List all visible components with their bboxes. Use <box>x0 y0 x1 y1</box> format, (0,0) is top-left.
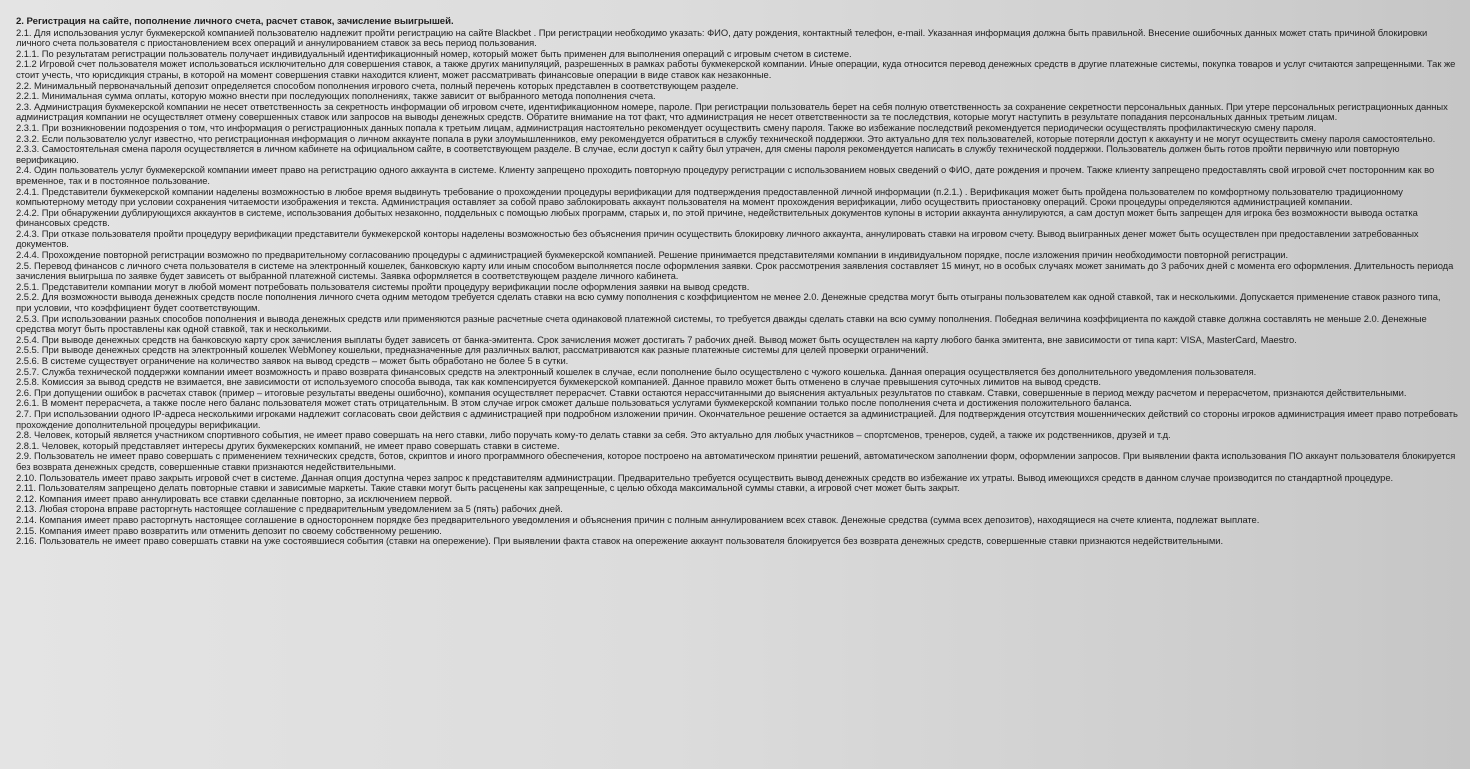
terms-paragraph: 2.3. Администрация букмекерской компании не несет ответственность за секретность информации об игровом счете, идентификационном номере, пароле. При регистрации пользователь берет на себя полную ответственность за сохранение секретности персональных данных. При утере персональных регистрационных данных администрация компании не осуществляет отмену совершенных ставок или запросов на выводы денежных средств. Обратите внимание на тот факт, что администрация не несет ответственности за те последствия, которые могут наступить в результате попадания персональных данных третьим лицам. <box>16 100 1448 123</box>
terms-paragraph: 2.5. Перевод финансов с личного счета пользователя в системе на электронный кошелек, банковскую карту или иным способом выполняется после оформления заявки. Срок рассмотрения заявления составляет 15 минут, но в особых случаях может занимать до 3 рабочих дней с момента его оформления. Длительность периода зачисления выигрыша по заявке будет зависеть от выбранной платежной системы. Заявка оформляется в соответствующем разделе личного кабинета. <box>16 259 1454 282</box>
paragraph-list <box>16 28 1458 547</box>
terms-paragraph: 2.5.2. Для возможности вывода денежных средств после пополнения личного счета одним методом требуется сделать ставки на всю сумму пополнения с коэффициентом не менее 2.0. Денежные средства могут быть отыграны пользователем как одной ставкой, так и несколькими. Допускается применение ставок разного типа, при условии, что коэффициент будет соответствующим. <box>16 291 1441 314</box>
terms-paragraph: 2.15. Компания имеет право возвратить или отменить депозит по своему собственному решению. <box>16 524 442 536</box>
terms-paragraph: 2.13. Любая сторона вправе расторгнуть настоящее соглашение с предварительным уведомлением за 5 (пять) рабочих дней. <box>16 503 563 515</box>
terms-paragraph: 2.5.6. В системе существует ограничение на количество заявок на вывод средств – может быть обработано не более 5 в сутки. <box>16 355 569 366</box>
terms-paragraph: 2.3.1. При возникновении подозрения о том, что информация о регистрационных данных попала к третьим лицам, администрация настоятельно рекомендует осуществить смену пароля. Также во избежание последствий рекомендуется периодически осуществлять профилактическую смену пароля. <box>16 121 1317 133</box>
terms-paragraph: 2.6. При допущении ошибок в расчетах ставок (пример – итоговые результаты введены ошибочно), компания осуществляет перерасчет. Ставки остаются нерассчитанными до выяснения актуальных результатов по ставкам. Ставки, совершенные в период между расчетом и перерасчетом, признаются действительными. <box>16 386 1407 398</box>
terms-paragraph: 2.5.8. Комиссия за вывод средств не взимается, вне зависимости от используемого способа вывода, так как компенсируется букмекерской компанией. Данное правило может быть отменено в случае превышения суточных лимитов на вывод средств. <box>16 376 1101 388</box>
terms-paragraph: 2.5.7. Служба технической поддержки компании имеет возможность и право возврата финансовых средств на электронный кошелек в случае, если пополнение было осуществлено с чужого кошелька. Данная операция осуществляется без дополнительного уведомления пользователя. <box>16 365 1257 377</box>
terms-paragraph: 2.1.1. По результатам регистрации пользователь получает индивидуальный идентификационный номер, который может быть применен для выполнения операций с игровым счетом в системе. <box>16 47 852 59</box>
terms-paragraph: 2.4.3. При отказе пользователя пройти процедуру верификации представители букмекерской конторы наделены возможностью без объяснения причин осуществить блокировку личного аккаунта, аннулировать ставки на игровом счету. Вывод выигранных денег может быть осуществлен при предоставлении затребованных документов. <box>16 227 1419 250</box>
terms-paragraph: 2.4. Один пользователь услуг букмекерской компании имеет право на регистрацию одного аккаунта в системе. Клиенту запрещено проходить повторную процедуру регистрации с использованием новых сведений о ФИО, дате рождения и прочем. Также клиенту запрещено предоставлять свой игровой счет посторонним как во временное, так и в постоянное пользование. <box>16 164 1435 186</box>
terms-paragraph: 2.6.1. В момент перерасчета, а также после него баланс пользователя может стать отрицательным. В этом случае игрок сможет дальше пользоваться услугами букмекерской компании только после пополнения счета и достижения положительного баланса. <box>16 397 1132 409</box>
terms-paragraph: 2.8. Человек, который является участником спортивного события, не имеет право совершать на него ставки, либо поручать кому-то делать ставки за себя. Это актуально для любых участников – спортсменов, тренеров, судей, а также их родственников, друзей и т.д. <box>16 429 1171 441</box>
terms-paragraph: 2.5.4. При выводе денежных средств на банковскую карту срок зачисления выплаты будет зависеть от банка-эмитента. Срок зачисления может достигать 7 рабочих дней. Вывод может быть осуществлен на карту любого банка эмитента, вне зависимости от типа карт: VISA, MasterCard, Maestro. <box>16 333 1297 345</box>
terms-paragraph: 2.9. Пользователь не имеет право совершать с применением технических средств, ботов, скриптов и иного программного обеспечения, которое построено на автоматическом принятии решений, автоматическом заполнении форм, оформлении запросов. При выявлении факта использования ПО аккаунт пользователя блокируется без возврата денежных средств, совершенные ставки признаются недействительными. <box>16 450 1456 472</box>
terms-document <box>16 17 1458 547</box>
terms-paragraph: 2.1.2 Игровой счет пользователя может использоваться исключительно для совершения ставок, а также других манипуляций, разрешенных в рамках работы букмекерской компании. Иные операции, куда относится перевод денежных средств в другие платежные системы, покупка товаров и услуг считаются запрещенными. Так же стоит учесть, что юрисдикция страны, в которой на момент совершения ставки находится клиент, может рассматривать финансовые операции в виде ставок как незаконные. <box>16 58 1456 80</box>
terms-paragraph: 2.5.5. При выводе денежных средств на электронный кошелек WebMoney кошельки, предназначенные для различных валют, рассматриваются как разные платежные системы для целей проверки ограничений. <box>16 344 929 356</box>
terms-paragraph: 2.3.2. Если пользователю услуг известно, что регистрационная информация о личном аккаунте попала в руки злоумышленников, ему рекомендуется обратиться в службу технической поддержки. Это актуально для тех пользователей, которые потеряли доступ к аккаунту и не могут осуществить смену пароля самостоятельно. <box>16 132 1436 144</box>
terms-paragraph: 2.12. Компания имеет право аннулировать все ставки сделанные повторно, за исключением первой. <box>16 492 453 504</box>
terms-paragraph: 2.2.1. Минимальная сумма оплаты, которую можно внести при последующих пополнениях, также зависит от выбранного метода пополнения счета. <box>16 90 656 102</box>
terms-paragraph: 2.1. Для использования услуг букмекерской компанией пользователю надлежит пройти регистрацию на сайте Blackbet . При регистрации необходимо указать: ФИО, дату рождения, контактный телефон, e-mail. Указанная информация должна быть правильной. Внесение ошибочных данных может стать причиной блокировки личного счета пользователя с приостановлением всех операций и аннулированием ставок за весь период пользования. <box>16 26 1428 49</box>
terms-paragraph: 2.10. Пользователь имеет право закрыть игровой счет в системе. Данная опция доступна через запрос к представителям администрации. Предварительно требуется осуществить вывод денежных средств во избежание их утраты. Вывод имеющихся средств в данном случае производится по стандартной процедуре. <box>16 471 1394 483</box>
terms-paragraph: 2.7. При использовании одного IP-адреса несколькими игроками надлежит согласовать свои действия с администрацией при подробном изложении причин. Окончательное решение остается за администрацией. Для подтверждения отсутствия мошеннических действий со стороны игроков администрация имеет право потребовать прохождение дополнительной процедуры верификации. <box>16 407 1458 430</box>
terms-paragraph: 2.11. Пользователям запрещено делать повторные ставки и зависимые маркеты. Такие ставки могут быть расценены как запрещенные, с целью обхода максимальной суммы ставки, а игровой счет может быть закрыт. <box>16 482 960 494</box>
terms-paragraph: 2.2. Минимальный первоначальный депозит определяется способом пополнения игрового счета, полный перечень которых представлен в соответствующем разделе. <box>16 79 739 91</box>
terms-paragraph: 2.5.3. При использовании разных способов пополнения и вывода денежных средств или применяются разные расчетные счета одинаковой платежной системы, то требуется дважды сделать ставки на всю сумму пополнения. Победная величина коэффициента по каждой ставке должна составлять не меньше 2.0. Денежные средства могут быть проставлены как одной ставкой, так и несколькими. <box>16 312 1427 335</box>
terms-paragraph: 2.16. Пользователь не имеет право совершать ставки на уже состоявшиеся события (ставки на опережение). При выявлении факта ставок на опережение аккаунт пользователя блокируется без возврата денежных средств, совершенные ставки признаются недействительными. <box>16 535 1224 547</box>
terms-paragraph: 2.5.1. Представители компании могут в любой момент потребовать пользователя системы пройти процедуру верификации после оформления заявки на вывод средств. <box>16 280 750 292</box>
terms-paragraph: 2.4.2. При обнаружении дублирующихся аккаунтов в системе, использования добытых незаконно, поддельных с помощью любых программ, старых и, по этой причине, недействительных документов купоны в истории аккаунта аннулируются, а сам доступ может быть запрещен для игрока без возможности вывода остатка финансовых средств. <box>16 206 1418 229</box>
terms-paragraph: 2.3.3. Самостоятельная смена пароля осуществляется в личном кабинете на официальном сайте, в соответствующем разделе. В случае, если доступ к сайту был утрачен, для смены пароля рекомендуется написать в службу технической поддержки. Пользователь должен быть готов пройти первичную или повторную верификацию. <box>16 143 1400 165</box>
terms-paragraph: 2.8.1. Человек, который представляет интересы других букмекерских компаний, не имеет право совершать ставки в системе. <box>16 439 560 451</box>
terms-paragraph: 2.4.1. Представители букмекерской компании наделены возможностью в любое время выдвинуть требование о прохождении процедуры верификации для подтверждения предоставленной личной информации (п.2.1.) . Верификация может быть пройдена пользователем по комфортному пользователю традиционному компьютерному методу при условии сохранения читаемости изображения и текста. Администрация оставляет за собой право заблокировать аккаунт пользователя на момент прохождения верификации, либо осуществить приостановку операций. Сроки процедуры определяются администрацией компании. <box>16 185 1403 208</box>
section-title: 2. Регистрация на сайте, пополнение личного счета, расчет ставок, зачисление выигрышей. <box>16 16 454 27</box>
terms-paragraph: 2.14. Компания имеет право расторгнуть настоящее соглашение в одностороннем порядке без предварительного уведомления и объяснения причин с полным аннулированием всех ставок. Денежные средства (сумма всех депозитов), находящиеся на счете клиента, подлежат выплате. <box>16 513 1260 525</box>
terms-paragraph: 2.4.4. Прохождение повторной регистрации возможно по предварительному согласованию процедуры с администрацией букмекерской компанией. Решение принимается представителями компании в индивидуальном порядке, после изложения причин необходимости повторной регистрации. <box>16 249 1289 261</box>
